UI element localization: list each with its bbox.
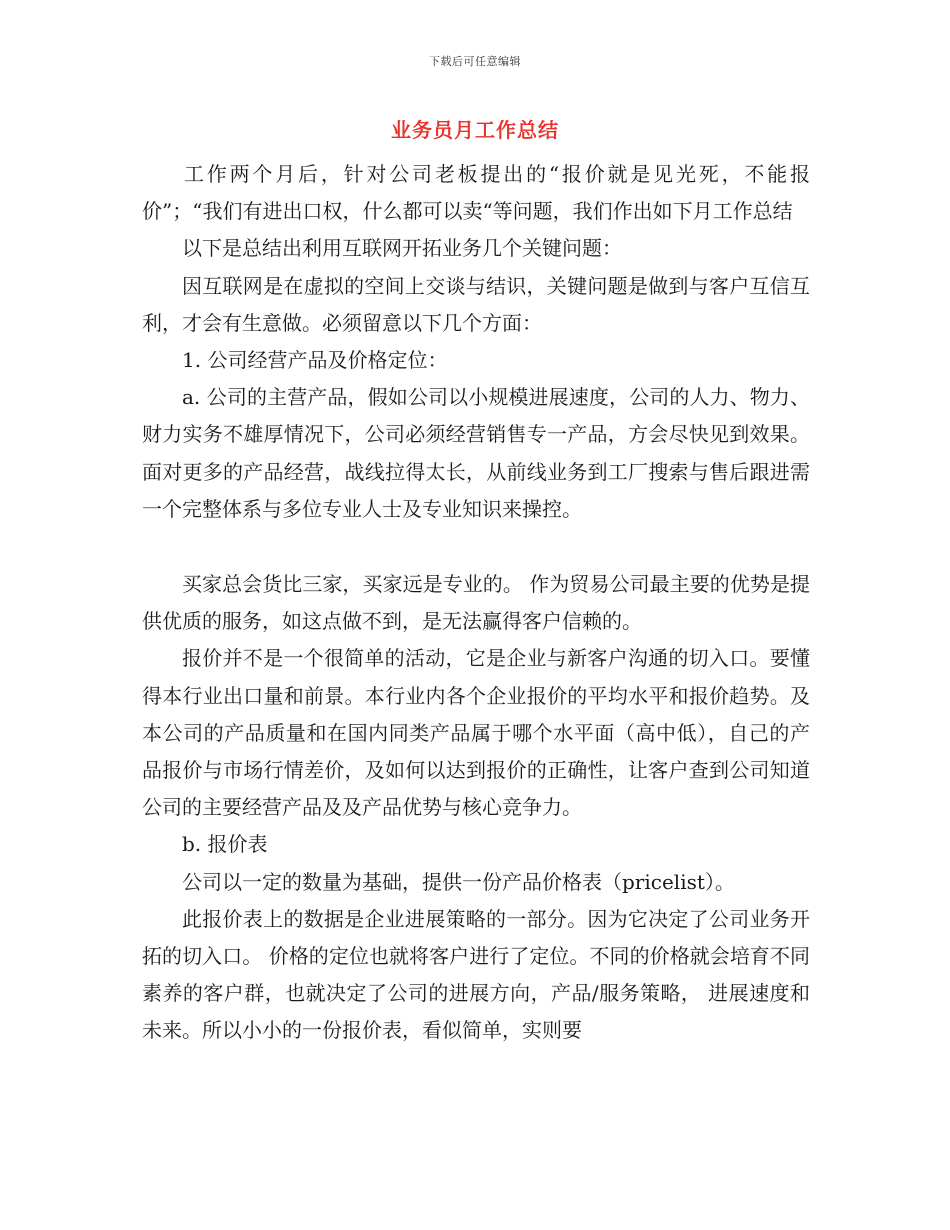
paragraph-internet-trust: 因互联网是在虚拟的空间上交谈与结识，关键问题是做到与客户互信互利，才会有生意做。必须留意以下几个方面：: [142, 273, 810, 335]
paragraph-key-issues: 以下是总结出利用互联网开拓业务几个关键问题：: [182, 236, 622, 261]
paragraph-pricelist-strategy: 此报价表上的数据是企业进展策略的一部分。因为它决定了公司业务开拓的切入口。 价格的定位也就将客户进行了定位。不同的价格就会培育不同素养的客户群，也就决定了公司的进展方向，产品/服务策略， 进展速度和未来。所以小小的一份报价表，看似简单，实则要: [142, 906, 810, 1043]
paragraph-buyers: 买家总会货比三家，买家远是专业的。 作为贸易公司最主要的优势是提供优质的服务，如这点做不到，是无法赢得客户信赖的。: [142, 572, 810, 634]
document-title: 业务员月工作总结: [391, 118, 559, 142]
document-body: [142, 156, 810, 1050]
paragraph-quotation: 报价并不是一个很简单的活动，它是企业与新客户沟通的切入口。要懂得本行业出口量和前景。本行业内各个企业报价的平均水平和报价趋势。及本公司的产品质量和在国内同类产品属于哪个水平面（高中低），自己的产品报价与市场行情差价，及如何以达到报价的正确性，让客户查到公司知道公司的主要经营产品及及产品优势与核心竞争力。: [142, 646, 810, 820]
paragraph-item-a: a. 公司的主营产品，假如公司以小规模进展速度，公司的人力、物力、财力实务不雄厚情况下，公司必须经营销售专一产品，方会尽快见到效果。面对更多的产品经营，战线拉得太长，从前线业务到工厂搜索与售后跟进需一个完整体系与多位专业人士及专业知识来操控。: [142, 385, 810, 521]
paragraph-pricelist: 公司以一定的数量为基础，提供一份产品价格表（pricelist）。: [182, 869, 735, 894]
paragraph-item-b-heading: b. 报价表: [182, 832, 268, 857]
paragraph-section-1-heading: 1. 公司经营产品及价格定位：: [182, 348, 448, 373]
paragraph-intro: 工作两个月后，针对公司老板提出的“报价就是见光死，不能报价”；“我们有进出口权，什么都可以卖“等问题，我们作出如下月工作总结: [142, 162, 810, 224]
header-note: 下载后可任意编辑: [429, 55, 521, 68]
